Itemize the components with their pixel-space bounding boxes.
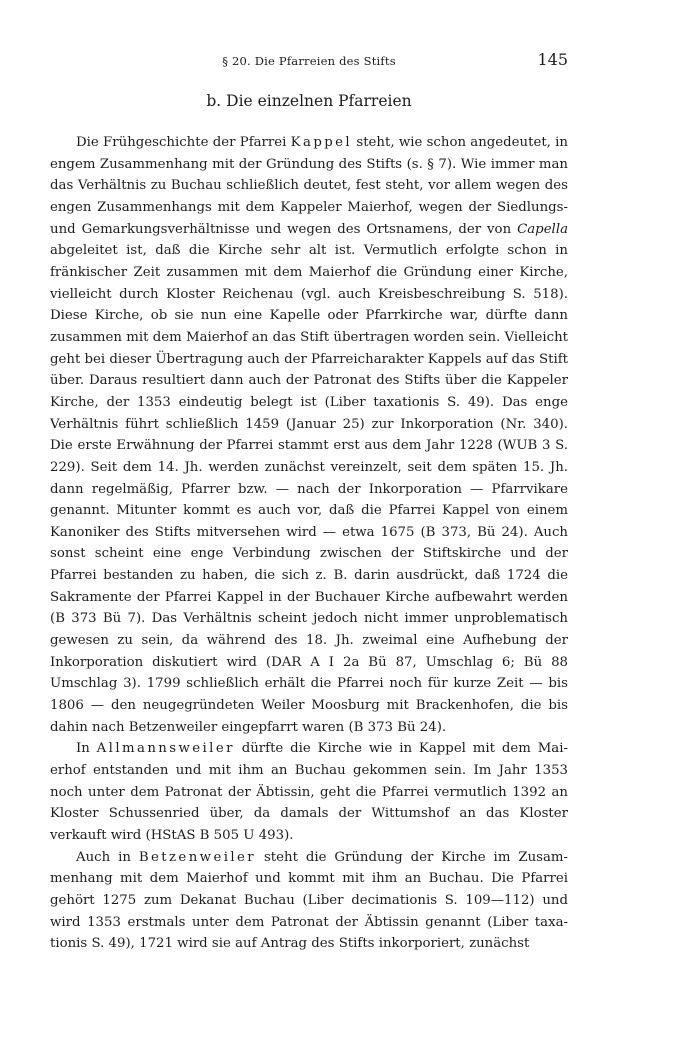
section-title: b. Die einzelnen Pfarreien bbox=[206, 92, 412, 110]
paragraph-text: dürfte die Kirche wie in Kappel mit dem Maierhof entstanden und mit ihm an Buchau gekommen sein. Im Jahr 1353 noch unter dem Patronat der Äbtissin, geht die Pfarrei vermutlich 1392 an Kloster Schussenried über, da damals der Wittumshof an das Kloster verkauft wird (HStAS B 505 U 493). bbox=[50, 741, 568, 843]
page-number: 145 bbox=[537, 50, 568, 69]
place-name-allmannsweiler: Allmannsweiler bbox=[96, 741, 235, 757]
body-text bbox=[50, 132, 568, 955]
paragraph-allmannsweiler bbox=[50, 738, 568, 846]
paragraph-text: steht die Gründung der Kirche im Zusammenhang mit dem Maierhof und kommt mit ihm an Buchau. Die Pfarrei gehört 1275 zum Dekanat Buchau (Liber decimationis S. 109—112) und wird 1353 erstmals unter dem Patronat der Äbtissin genannt (Liber taxationis S. 49), 1721 wird sie auf Antrag des Stifts inkorporiert, zunächst bbox=[50, 849, 569, 952]
running-title: § 20. Die Pfarreien des Stifts bbox=[222, 54, 396, 68]
place-name-betzenweiler: Betzenweiler bbox=[138, 849, 257, 865]
paragraph-text: Auch in bbox=[76, 849, 139, 865]
paragraph-text: steht, wie schon angedeutet, in engem Zusammenhang mit der Gründung des Stifts (s. § 7). Wie immer man das Verhältnis zu Buchau schließlich deutet, fest steht, vor allem wegen des engen Zusammenhangs mit dem Kappeler Maierhof, wegen der Siedlungs- und Gemarkungsverhältnisse und wegen des Ortsnamens, der von bbox=[50, 135, 568, 237]
paragraph-kappel bbox=[50, 132, 568, 738]
paragraph-betzenweiler bbox=[50, 847, 568, 955]
paragraph-text: In bbox=[76, 741, 97, 757]
paragraph-text: Die Frühgeschichte der Pfarrei bbox=[76, 135, 291, 150]
italic-term: Capella bbox=[517, 221, 568, 237]
place-name-kappel: Kappel bbox=[290, 135, 353, 150]
running-head bbox=[50, 50, 568, 72]
paragraph-text: abgeleitet ist, daß die Kirche sehr alt ist. Vermutlich erfolgte schon in fränkischer Zeit zusammen mit dem Maierhof die Gründung einer Kirche, vielleicht durch Kloster Reichenau (vgl. auch Kreisbeschreibung S. 518). Diese Kirche, ob sie nun eine Kapelle oder Pfarrkirche war, dürfte dann zusammen mit dem Maierhof an das Stift übertragen worden sein. Vielleicht geht bei dieser Übertragung auch der Pfarreicharakter Kappels auf das Stift über. Daraus resultiert dann auch der Patronat des Stifts über die Kappeler Kirche, der 1353 eindeutig belegt ist (Liber taxationis S. 49). Das enge Verhältnis führt schließlich 1459 (Januar 25) zur Inkorporation (Nr. 340). Die erste Erwähnung der Pfarrei stammt erst aus dem Jahr 1228 (WUB 3 S. 229). Seit dem 14. Jh. werden zunächst vereinzelt, seit dem späten 15. Jh. dann regelmäßig, Pfarrer bzw. — nach der Inkorporation — Pfarrvikare genannt. Mitunter kommt es auch vor, daß die Pfarrei Kappel von einem Kanoniker des Stifts mitversehen wird — etwa 1675 (B 373, Bü 24). Auch sonst scheint eine enge Verbindung zwischen der Stiftskirche und der Pfarrei bestanden zu haben, die sich z. B. darin ausdrückt, daß 1724 die Sakramente der Pfarrei Kappel in der Buchauer Kirche aufbewahrt werden (B 373 Bü 7). Das Verhältnis scheint jedoch nicht immer unproblematisch gewesen zu sein, da während des 18. Jh. zweimal eine Aufhebung der Inkorporation diskutiert wird (DAR A I 2a Bü 87, Umschlag 6; Bü 88 Umschlag 3). 1799 schließlich erhält die Pfarrei noch für kurze Zeit — bis 1806 — den neugegründeten Weiler Moosburg mit Brackenhofen, die bis dahin nach Betzenweiler eingepfarrt waren (B 373 Bü 24). bbox=[50, 243, 568, 735]
